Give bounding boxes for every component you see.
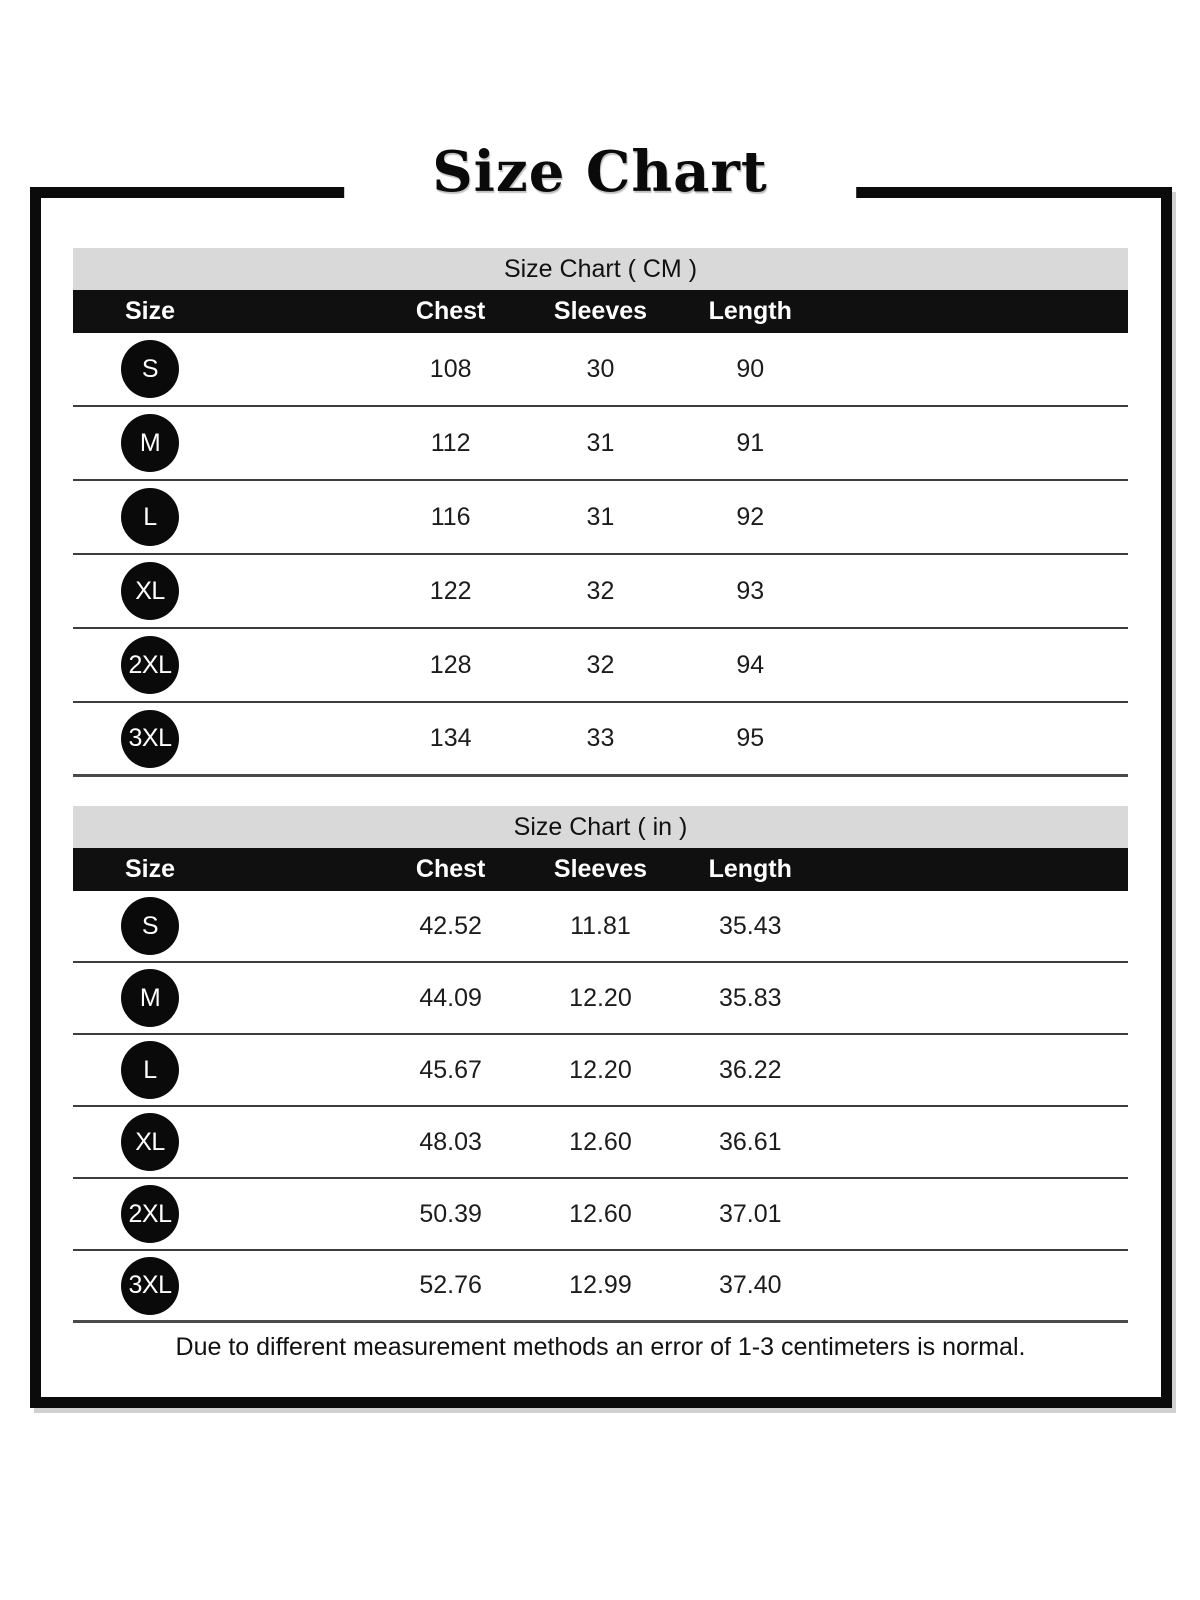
- table-row: [73, 703, 1128, 777]
- column-header-chest: Chest: [415, 855, 486, 883]
- size-badge: M: [121, 969, 179, 1027]
- cell-length: 37.40: [718, 1271, 782, 1299]
- column-header-size: Size: [124, 297, 176, 325]
- cell-sleeves: 12.60: [569, 1127, 632, 1156]
- table-header-in: [73, 848, 1128, 891]
- cell-sleeves: 12.99: [569, 1271, 632, 1299]
- cell-chest: 42.52: [419, 911, 482, 940]
- column-header-length: Length: [708, 855, 792, 883]
- size-badge: XL: [121, 562, 179, 620]
- size-table-cm: [73, 248, 1128, 777]
- cell-chest: 108: [429, 354, 472, 383]
- cell-length: 91: [736, 428, 765, 457]
- size-badge: 3XL: [121, 710, 179, 768]
- page-title-text: Size Chart: [432, 139, 768, 205]
- size-badge: L: [121, 1041, 179, 1099]
- cell-sleeves: 33: [586, 724, 615, 752]
- column-header-sleeves: Sleeves: [553, 855, 648, 883]
- size-badge: 2XL: [121, 636, 179, 694]
- cell-chest: 50.39: [419, 1199, 482, 1228]
- cell-chest: 134: [429, 724, 472, 752]
- column-header-length: Length: [708, 297, 792, 325]
- table-row: [73, 1179, 1128, 1251]
- size-badge: 2XL: [121, 1185, 179, 1243]
- size-badge: 3XL: [121, 1257, 179, 1315]
- size-badge: M: [121, 414, 179, 472]
- cell-chest: 116: [430, 502, 471, 531]
- cell-sleeves: 12.60: [569, 1199, 632, 1228]
- cell-length: 37.01: [718, 1199, 782, 1228]
- size-badge: S: [121, 340, 179, 398]
- cell-chest: 52.76: [419, 1271, 482, 1299]
- cell-sleeves: 31: [586, 428, 615, 457]
- table-row: [73, 555, 1128, 629]
- cell-length: 93: [736, 576, 765, 605]
- cell-sleeves: 12.20: [569, 1055, 632, 1084]
- column-header-sleeves: Sleeves: [553, 297, 648, 325]
- cell-chest: 122: [429, 576, 472, 605]
- cell-length: 95: [736, 724, 765, 752]
- cell-length: 90: [736, 354, 765, 383]
- cell-chest: 45.67: [419, 1055, 482, 1084]
- cell-sleeves: 11.81: [570, 911, 631, 940]
- table-row: [73, 333, 1128, 407]
- table-caption-cm: Size Chart ( CM ): [73, 248, 1128, 290]
- cell-sleeves: 31: [586, 502, 615, 531]
- cell-length: 35.83: [718, 983, 782, 1012]
- measurement-disclaimer: Due to different measurement methods an error of 1-3 centimeters is normal.: [175, 1333, 1026, 1361]
- table-row: [73, 1035, 1128, 1107]
- cell-sleeves: 32: [586, 650, 615, 679]
- size-badge: L: [121, 488, 179, 546]
- table-caption-in: Size Chart ( in ): [73, 806, 1128, 848]
- table-header-cm: [73, 290, 1128, 333]
- table-row: [73, 891, 1128, 963]
- cell-chest: 128: [429, 650, 472, 679]
- cell-chest: 44.09: [419, 983, 482, 1012]
- page-title: [344, 136, 856, 208]
- cell-length: 94: [736, 650, 765, 679]
- cell-length: 36.61: [718, 1127, 782, 1156]
- column-header-size: Size: [124, 855, 176, 883]
- cell-length: 35.43: [718, 911, 782, 940]
- size-badge: S: [121, 897, 179, 955]
- table-row: [73, 963, 1128, 1035]
- table-row: [73, 407, 1128, 481]
- table-row: [73, 1107, 1128, 1179]
- column-header-chest: Chest: [415, 297, 486, 325]
- cell-sleeves: 32: [586, 576, 615, 605]
- table-row: [73, 481, 1128, 555]
- table-row: [73, 1251, 1128, 1323]
- size-badge: XL: [121, 1113, 179, 1171]
- cell-sleeves: 30: [586, 354, 615, 383]
- table-row: [73, 629, 1128, 703]
- cell-length: 92: [736, 502, 765, 531]
- size-table-in: [73, 806, 1128, 1323]
- cell-sleeves: 12.20: [569, 983, 632, 1012]
- cell-chest: 112: [430, 428, 471, 457]
- cell-length: 36.22: [718, 1055, 782, 1084]
- cell-chest: 48.03: [419, 1127, 482, 1156]
